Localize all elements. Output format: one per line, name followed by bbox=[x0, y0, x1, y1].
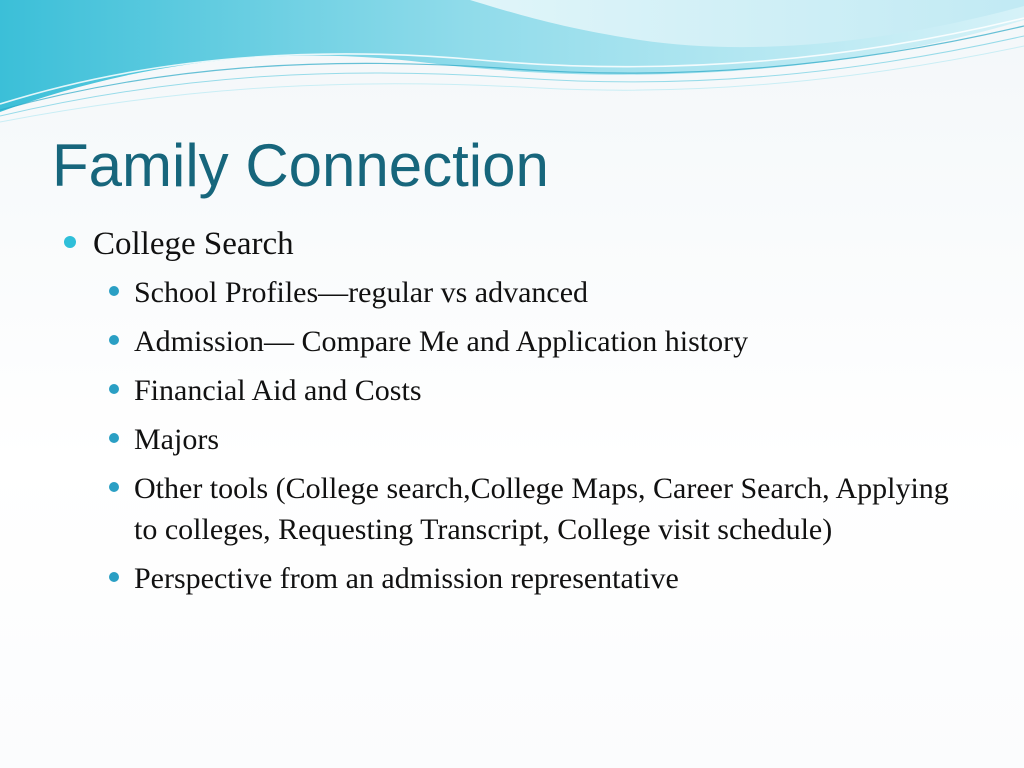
bullet-dot-icon bbox=[109, 572, 119, 582]
sub-bullet-other-tools bbox=[104, 468, 964, 550]
header-wave-decoration bbox=[0, 0, 1024, 130]
sub-bullet-financial-aid bbox=[104, 370, 964, 411]
bullet-dot-icon bbox=[64, 236, 76, 248]
bullet-college-search bbox=[64, 222, 964, 266]
sub-bullet-text: Majors bbox=[134, 423, 219, 456]
sub-bullet-text: Financial Aid and Costs bbox=[134, 374, 422, 407]
sub-bullet-perspective bbox=[104, 558, 964, 599]
bullet-text: College Search bbox=[93, 226, 294, 262]
bullet-dot-icon bbox=[109, 482, 119, 492]
sub-bullet-text: School Profiles—regular vs advanced bbox=[134, 276, 589, 309]
bullet-dot-icon bbox=[109, 335, 119, 345]
bullet-dot-icon bbox=[109, 286, 119, 296]
sub-bullet-text: Admission— Compare Me and Application history bbox=[134, 325, 749, 358]
sub-bullet-list bbox=[64, 272, 964, 599]
sub-bullet-majors bbox=[104, 419, 964, 460]
bullet-dot-icon bbox=[109, 384, 119, 394]
sub-bullet-text: Other tools (College search,College Maps, Career Search, Applying to colleges, Requesting Transcript, College visit schedule) bbox=[134, 472, 949, 546]
slide-title: Family Connection bbox=[52, 132, 549, 199]
sub-bullet-admission bbox=[104, 321, 964, 362]
bullet-dot-icon bbox=[109, 433, 119, 443]
sub-bullet-school-profiles bbox=[104, 272, 964, 313]
sub-bullet-text: Perspective from an admission representative bbox=[134, 562, 679, 595]
bullet-list bbox=[64, 222, 964, 607]
